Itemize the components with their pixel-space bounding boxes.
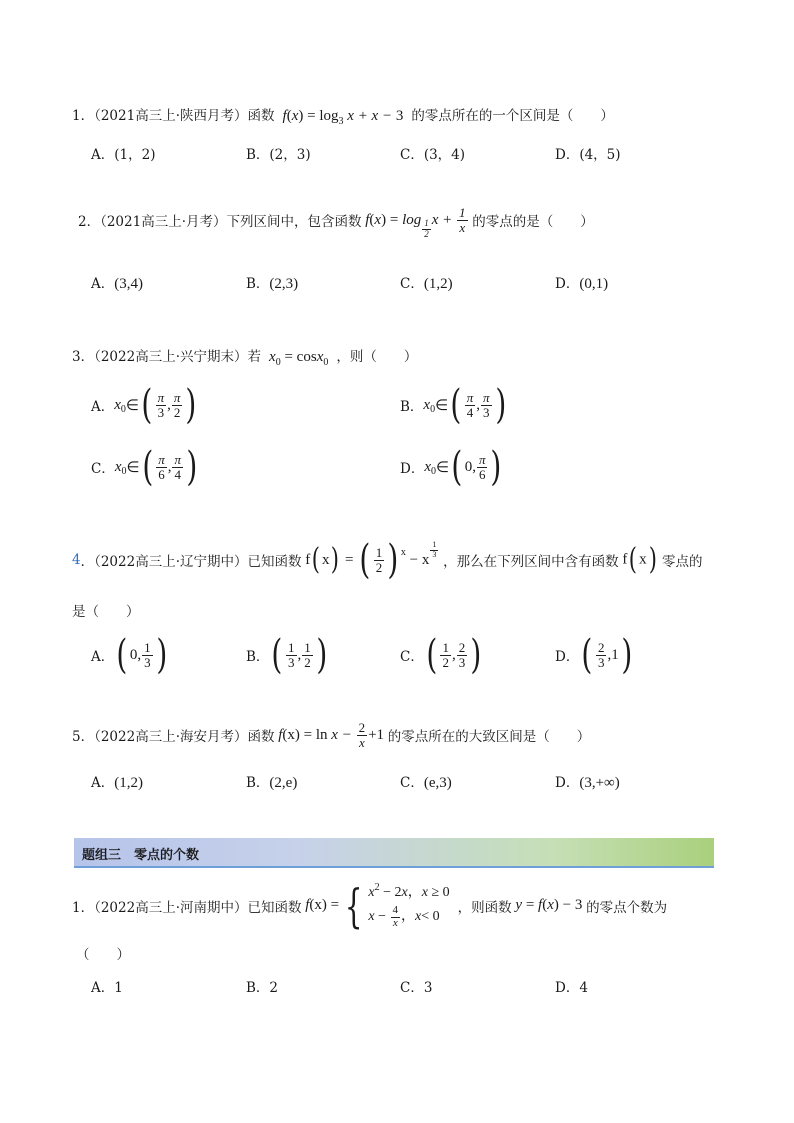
question-3-option-b[interactable]: B． x 0 ∈ ( $\frac{\pi}{4}$ , $\frac{\pi}{3}$ ) bbox=[400, 382, 506, 428]
question-5-stem bbox=[72, 721, 590, 749]
question-1-option-d[interactable]: D．(4，5) bbox=[555, 147, 621, 163]
question-4-option-d[interactable]: D． ( $\frac{2}{3}$ ,1 ) bbox=[555, 632, 632, 678]
section-title: 题组三 零点的个数 bbox=[82, 848, 200, 863]
question-4-end: 零点的 bbox=[662, 554, 703, 570]
question-1-option-b[interactable]: B．(2，3) bbox=[246, 147, 311, 163]
question-6-prefix: 1．（2022高三上·河南期中）已知函数 bbox=[72, 899, 302, 916]
question-2-suffix: 的零点的是（ ） bbox=[472, 214, 594, 231]
question-3-option-a[interactable]: A． x 0 ∈ ( $\frac{\pi}{3}$ , $\frac{\pi}{2}$ ) bbox=[91, 382, 197, 428]
question-5-option-a[interactable]: A．(1,2) bbox=[91, 775, 143, 791]
question-3-formula: $x_0 = \cos x_0$ bbox=[265, 349, 329, 368]
section-banner bbox=[74, 838, 714, 868]
question-6-option-c[interactable]: C．3 bbox=[400, 980, 433, 996]
question-5-option-b[interactable]: B．(2,e) bbox=[246, 775, 298, 791]
question-2-option-c[interactable]: C．(1,2) bbox=[400, 276, 453, 292]
question-5-formula: f (x) = ln x − $\frac{2}{x}$ +1 bbox=[274, 720, 385, 750]
question-4-option-c[interactable]: C． ( $\frac{1}{2}$ , $\frac{2}{3}$ ) bbox=[400, 632, 482, 678]
question-6-option-b[interactable]: B．2 bbox=[246, 980, 279, 996]
question-1-option-c[interactable]: C．(3，4) bbox=[400, 147, 466, 163]
question-1-suffix: 的零点所在的一个区间是（ ） bbox=[411, 108, 614, 124]
question-3-option-d[interactable]: D． x 0 ∈ ( 0, $\frac{\pi}{6}$ ) bbox=[400, 444, 502, 490]
question-4-stem: 4 ．（2022高三上·辽宁期中）已知函数 f ( x ) = ( $\frac{1}{2}$ ) x − x $\frac{1}{3}$ ，那么在下列区间中含有函数 f( x) 零点的 bbox=[72, 537, 703, 583]
question-1-prefix: 1．（2021高三上·陕西月考）函数 bbox=[72, 108, 275, 124]
question-1-stem bbox=[72, 104, 614, 125]
question-4-formula: f ( x ) = ( $\frac{1}{2}$ ) x − x $\frac{1}{3}$ bbox=[301, 537, 437, 583]
question-3-stem bbox=[72, 345, 417, 366]
question-5-option-c[interactable]: C．(e,3) bbox=[400, 775, 452, 791]
question-6-piecewise: f (x) = { $x^2 - 2x$，x ≥ 0 x − $\frac{4}{x}$ ， x < 0 bbox=[301, 878, 450, 933]
question-6-option-d[interactable]: D．4 bbox=[555, 980, 588, 996]
question-1-formula: $f(x) = \log_3 x + x - 3$ bbox=[278, 108, 404, 127]
question-4-suffix: ，那么在下列区间中含有函数 bbox=[443, 554, 619, 570]
question-5-suffix: 的零点所在的大致区间是（ ） bbox=[387, 729, 591, 746]
question-1-option-a[interactable]: A．(1，2) bbox=[91, 147, 156, 163]
question-6-suffix: 的零点个数为 bbox=[586, 899, 668, 916]
question-4-option-b[interactable]: B． ( $\frac{1}{3}$ , $\frac{1}{2}$ ) bbox=[246, 632, 328, 678]
question-5-prefix: 5．（2022高三上·海安月考）函数 bbox=[72, 729, 275, 746]
question-6-option-a[interactable]: A．1 bbox=[91, 980, 123, 996]
question-2-option-b[interactable]: B．(2,3) bbox=[246, 276, 299, 292]
question-6-stem: 1．（2022高三上·河南期中）已知函数 f (x) = { $x^2 - 2x$，x ≥ 0 x − $\frac{4}{x}$ ， x < 0 ，则函数 y = f(x) − 3 的零点个数为 bbox=[72, 878, 668, 933]
question-2-prefix: 2．（2021高三上·月考）下列区间中，包含函数 bbox=[78, 214, 362, 231]
question-2-stem bbox=[78, 205, 594, 239]
question-5-option-d[interactable]: D．(3,+∞) bbox=[555, 775, 620, 791]
question-4-prefix: ．（2022高三上·辽宁期中）已知函数 bbox=[80, 554, 302, 570]
question-2-option-d[interactable]: D．(0,1) bbox=[555, 276, 609, 292]
question-2-formula: f ( x ) = log $\frac{1}{2}$ x + $\frac{1}{x}$ bbox=[361, 205, 466, 239]
question-6-line2: （ ） bbox=[76, 947, 130, 963]
question-3-suffix: ，则（ ） bbox=[336, 349, 418, 365]
question-2-option-a[interactable]: A．(3,4) bbox=[91, 276, 143, 292]
question-4-option-a[interactable]: A． ( 0, $\frac{1}{3}$ ) bbox=[91, 632, 167, 678]
question-4-line2: 是（ ） bbox=[72, 604, 140, 620]
question-3-prefix: 3．（2022高三上·兴宁期末）若 bbox=[72, 349, 261, 365]
question-4-number: 4 bbox=[72, 552, 81, 568]
question-3-option-c[interactable]: C． x 0 ∈ ( $\frac{\pi}{6}$ , $\frac{\pi}{4}$ ) bbox=[91, 444, 198, 490]
question-6-mid: ，则函数 bbox=[457, 899, 512, 916]
